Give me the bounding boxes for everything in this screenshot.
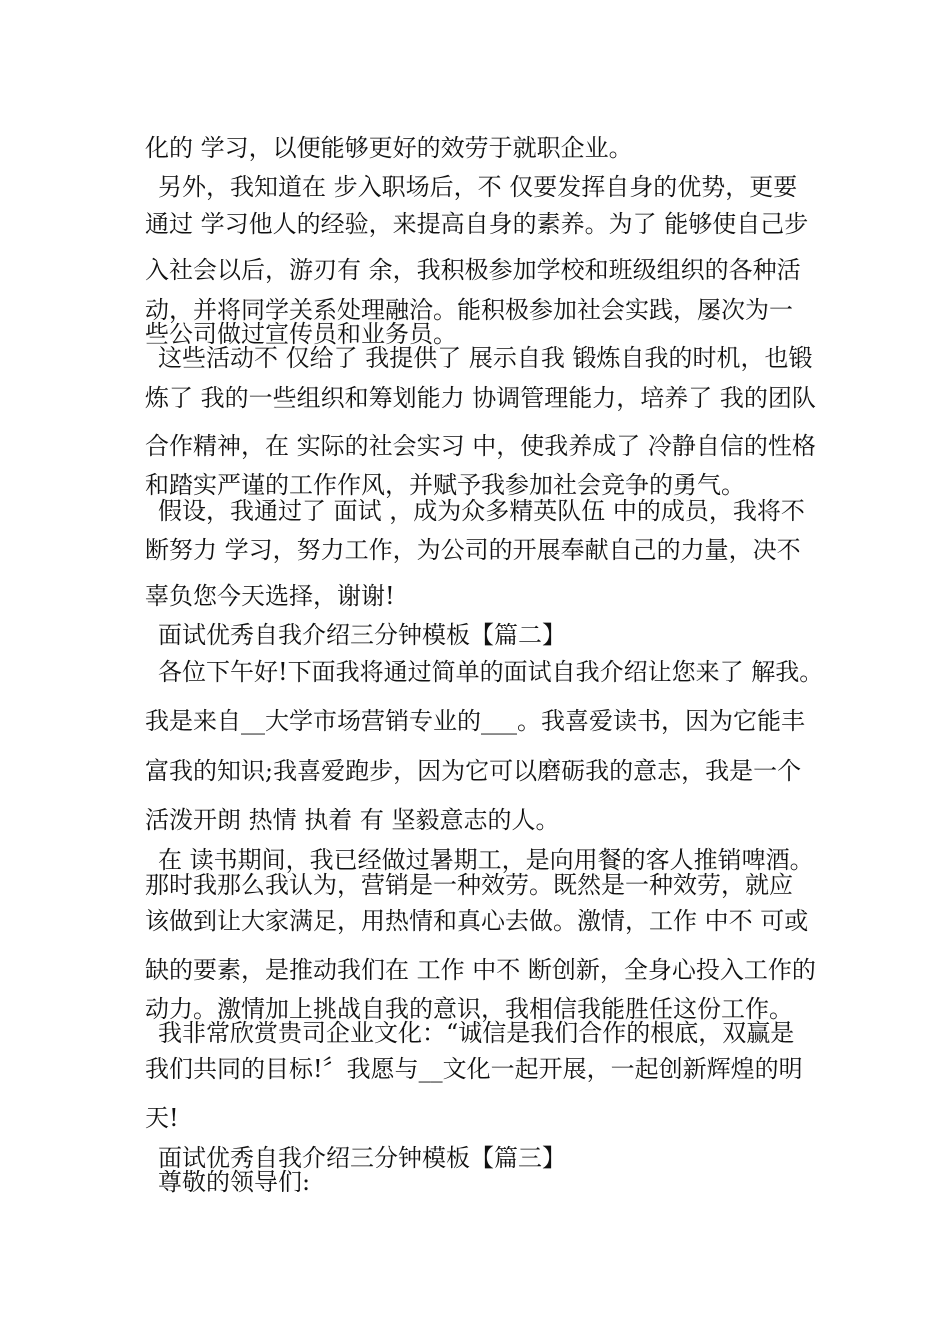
text-line: 我是来自__大学市场营销专业的___。我喜爱读书，因为它能丰 — [145, 707, 805, 735]
text-line: 合作精神，在 实际的社会实习 中，使我养成了 冷静自信的性格 — [145, 432, 816, 460]
text-line: 通过 学习他人的经验，来提高自身的素养。为了 能够使自己步 — [145, 210, 809, 238]
paragraph-first-line: 我非常欣赏贵司企业文化：“诚信是我们合作的根底，双赢是 — [158, 1019, 795, 1047]
paragraph-first-line: 各位下午好!下面我将通过简单的面试自我介绍让您来了 解我。 — [158, 658, 824, 686]
paragraph-first-line: 假设，我通过了 面试 ，成为众多精英队伍 中的成员，我将不 — [158, 497, 805, 525]
text-line: 动力。激情加上挑战自我的意识，我相信我能胜任这份工作。 — [145, 995, 793, 1023]
text-line: 该做到让大家满足，用热情和真心去做。激情，工作 中不 可或 — [145, 907, 809, 935]
text-line: 辜负您今天选择，谢谢! — [145, 582, 395, 610]
text-line: 炼了 我的一些组织和筹划能力 协调管理能力，培养了 我的团队 — [145, 384, 816, 412]
text-line: 和踏实严谨的工作作风，并赋予我参加社会竞争的勇气。 — [145, 471, 745, 499]
text-line: 富我的知识;我喜爱跑步，因为它可以磨砺我的意志，我是一个 — [145, 757, 802, 785]
text-line: 天! — [145, 1104, 179, 1132]
section-heading: 面试优秀自我介绍三分钟模板【篇三】 — [158, 1144, 566, 1172]
text-line: 活泼开朗 热情 执着 有 坚毅意志的人。 — [145, 806, 560, 834]
paragraph-first-line: 另外，我知道在 步入职场后，不 仅要发挥自身的优势，更要 — [158, 173, 798, 201]
paragraph-first-line: 在 读书期间，我已经做过暑期工，是向用餐的客人推销啤酒。 — [158, 846, 814, 874]
text-line: 尊敬的领导们: — [158, 1168, 311, 1196]
text-line: 那时我那么我认为，营销是一种效劳。既然是一种效劳，就应 — [145, 871, 793, 899]
text-line: 些公司做过宣传员和业务员。 — [145, 320, 457, 348]
text-line: 入社会以后，游刃有 余，我积极参加学校和班级组织的各种活 — [145, 256, 801, 284]
text-line: 我们共同的目标!〞我愿与__文化一起开展，一起创新辉煌的明 — [145, 1055, 803, 1083]
section-heading: 面试优秀自我介绍三分钟模板【篇二】 — [158, 621, 566, 649]
text-line: 化的 学习，以便能够更好的效劳于就职企业。 — [145, 134, 633, 162]
text-line: 断努力 学习，努力工作，为公司的开展奉献自己的力量，决不 — [145, 536, 801, 564]
paragraph-first-line: 这些活动不 仅给了 我提供了 展示自我 锻炼自我的时机，也锻 — [158, 344, 813, 372]
text-line: 缺的要素，是推动我们在 工作 中不 断创新，全身心投入工作的 — [145, 956, 816, 984]
text-line: 动，并将同学关系处理融洽。能积极参加社会实践，屡次为一 — [145, 296, 793, 324]
